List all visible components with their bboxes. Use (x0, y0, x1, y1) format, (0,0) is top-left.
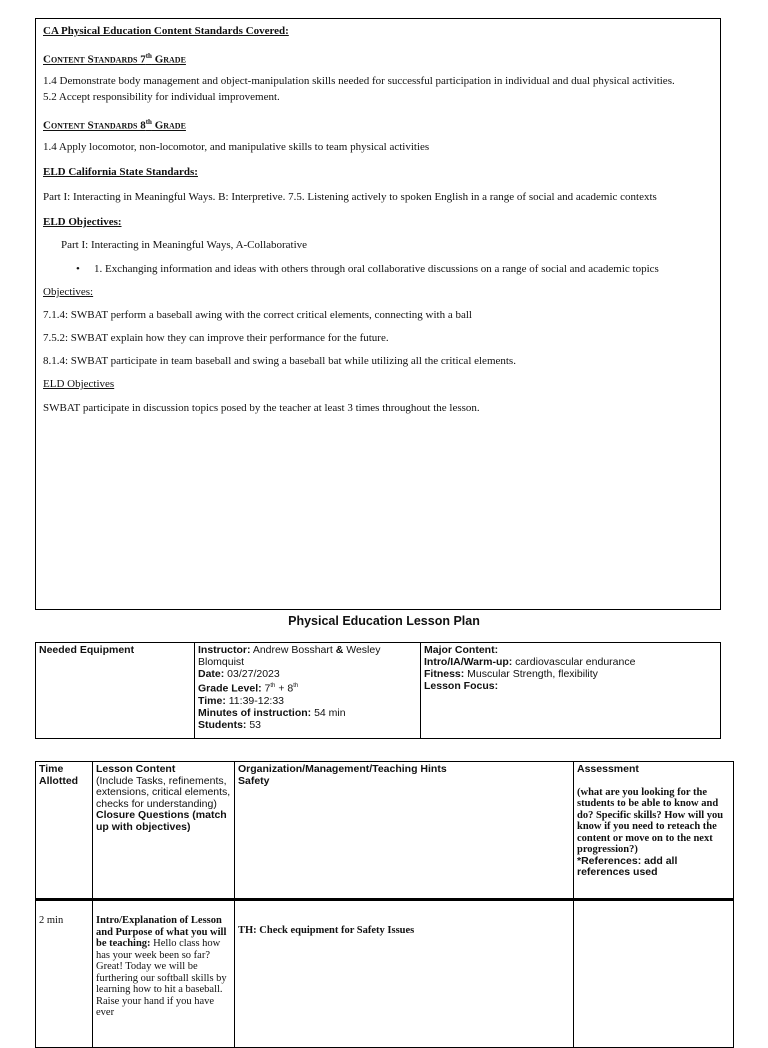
equipment-label: Needed Equipment (39, 644, 135, 656)
minutes-line: Minutes of instruction: 54 min (198, 706, 346, 719)
date-line: Date: 03/27/2023 (198, 668, 280, 680)
content-cell (421, 643, 721, 739)
grade8-standards-heading: Content Standards 8th Grade (43, 118, 186, 132)
lesson-plan-table (35, 761, 734, 1048)
row1-content: Intro/Explanation of Lesson and Purpose of what you will be teaching: Hello class how has your week been so far? Great! Today we will be furthering our softball skills by learning how to hit a baseball. Raise your hand if you have ever (93, 900, 235, 1048)
objective-1: 7.1.4: SWBAT perform a baseball awing with the correct critical elements, connecting with a ball (43, 309, 472, 321)
standards-heading: CA Physical Education Content Standards Covered: (43, 25, 289, 37)
intro-line: Intro/IA/Warm-up: cardiovascular endurance (424, 656, 636, 668)
grade8-standard: 1.4 Apply locomotor, non-locomotor, and manipulative skills to team physical activities (43, 141, 430, 153)
grade7-standards-heading: Content Standards 7th Grade (43, 52, 186, 66)
grade7-standard-2: 5.2 Accept responsibility for individual improvement. (43, 91, 280, 103)
eld-state-standard: Part I: Interacting in Meaningful Ways. B: Interpretive. 7.5. Listening actively to spoken English in a range of social and academic contexts (43, 191, 657, 203)
major-content-label: Major Content: (424, 644, 499, 656)
equipment-cell (36, 643, 195, 739)
header-organization: Organization/Management/Teaching Hints Safety (235, 762, 574, 900)
row1-time: 2 min (36, 900, 93, 1048)
page-title: Physical Education Lesson Plan (288, 614, 480, 628)
grade-line: Grade Level: 7th + 8th (198, 682, 299, 695)
fitness-line: Fitness: Muscular Strength, flexibility (424, 668, 598, 680)
eld-objectives-heading: ELD Objectives: (43, 216, 122, 228)
eld-objectives2-item: SWBAT participate in discussion topics posed by the teacher at least 3 times throughout the lesson. (43, 402, 480, 414)
objectives-heading: Objectives: (43, 286, 94, 298)
time-line: Time: 11:39-12:33 (198, 694, 285, 707)
bullet-icon: • (76, 263, 80, 275)
row1-assessment (574, 900, 734, 1048)
row1-organization: TH: Check equipment for Safety Issues (235, 900, 574, 1048)
standards-box (35, 18, 721, 610)
header-content: Lesson Content (Include Tasks, refinements, extensions, critical elements, checks for understanding) Closure Questions (match up with objectives) (93, 762, 235, 900)
header-assessment: Assessment (what are you looking for the students to be able to know and do? Specific skills? How will you know if you need to reteach the content or move on to the next progression?) *References: add all references used (574, 762, 734, 900)
eld-state-heading: ELD California State Standards: (43, 166, 198, 178)
instructor-cell (195, 643, 421, 739)
header-time: Time Allotted (36, 762, 93, 900)
students-line: Students: 53 (198, 718, 262, 731)
objective-2: 7.5.2: SWBAT explain how they can improve their performance for the future. (43, 332, 389, 344)
instructor-line: Instructor: Andrew Bosshart & Wesley Blomquist (198, 644, 381, 668)
table-row (36, 900, 734, 1048)
lesson-info-table (35, 642, 721, 739)
eld-objectives-bullet: 1. Exchanging information and ideas with others through oral collaborative discussions on a range of social and academic topics (94, 263, 659, 275)
eld-objectives-part: Part I: Interacting in Meaningful Ways, A-Collaborative (61, 239, 308, 251)
eld-objectives2-heading: ELD Objectives (43, 378, 115, 390)
lesson-focus-label: Lesson Focus: (424, 680, 499, 692)
lesson-table-header (36, 762, 734, 900)
grade7-standard-1: 1.4 Demonstrate body management and object-manipulation skills needed for successful participation in individual and dual physical activities. (43, 75, 675, 87)
objective-3: 8.1.4: SWBAT participate in team baseball and swing a baseball bat while utilizing all the critical elements. (43, 355, 516, 367)
